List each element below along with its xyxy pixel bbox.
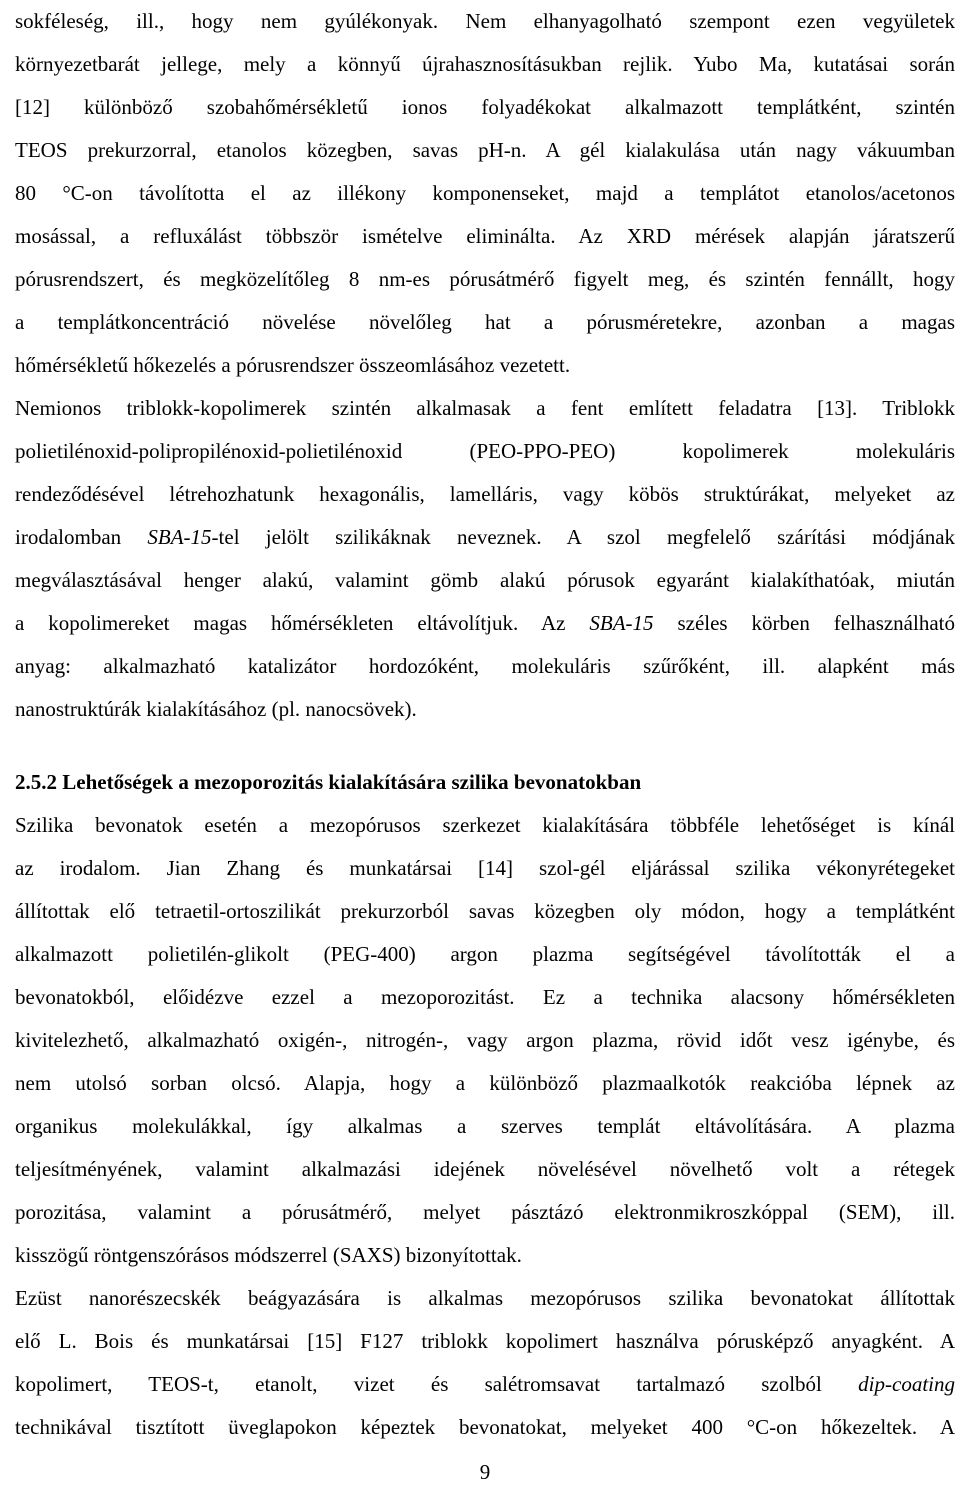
text-line: 80 °C-on távolította el az illékony komponenseket, majd a templátot etanolos/acetonos <box>15 181 955 205</box>
text-line: állítottak elő tetraetil-ortoszilikát prekurzorból savas közegben oly módon, hogy a templátként <box>15 899 955 923</box>
page-number: 9 <box>479 1460 491 1484</box>
text-line: kisszögű röntgenszórásos módszerrel (SAXS) bizonyítottak. <box>15 1243 522 1267</box>
text-line: nanostruktúrák kialakításához (pl. nanocsövek). <box>15 697 417 721</box>
text-line <box>15 516 955 559</box>
text-line: hőmérsékletű hőkezelés a pórusrendszer összeomlásához vezetett. <box>15 353 571 377</box>
italic-term: SBA-15 <box>147 525 212 549</box>
text-line: organikus molekulákkal, így alkalmas a szerves templát eltávolítására. A plazma <box>15 1114 955 1138</box>
text-line: kivitelezhető, alkalmazható oxigén-, nitrogén-, vagy argon plazma, rövid időt vesz igénybe, és <box>15 1028 955 1052</box>
text-run: -tel jelölt szilikáknak neveznek. A szol megfelelő szárítási módjának <box>211 525 955 549</box>
paragraph-silica-coatings <box>15 804 955 1277</box>
text-line: megválasztásával henger alakú, valamint gömb alakú pórusok egyaránt kialakíthatóak, miután <box>15 568 955 592</box>
text-line: pórusrendszert, és megközelítőleg 8 nm-es pórusátmérő figyelt meg, és szintén fennállt, hogy <box>15 267 955 291</box>
text-line: Nemionos triblokk-kopolimerek szintén alkalmasak a fent említett feladatra [13]. Triblokk <box>15 396 955 420</box>
text-line: alkalmazott polietilén-glikolt (PEG-400) argon plazma segítségével távolították el a <box>15 942 955 966</box>
paragraph-triblock-copolymers <box>15 387 955 731</box>
text-line: sokféleség, ill., hogy nem gyúlékonyak. Nem elhanyagolható szempont ezen vegyületek <box>15 9 955 33</box>
text-line: rendeződésével létrehozhatunk hexagonális, lamelláris, vagy köbös struktúrákat, melyeket az <box>15 482 955 506</box>
text-line: a templátkoncentráció növelése növelőleg hat a pórusméretekre, azonban a magas <box>15 310 955 334</box>
text-line: polietilénoxid-polipropilénoxid-polietilénoxid (PEO-PPO-PEO) kopolimerek molekuláris <box>15 439 955 463</box>
text-line: teljesítményének, valamint alkalmazási idejének növelésével növelhető volt a rétegek <box>15 1157 955 1181</box>
document-page <box>15 0 955 1449</box>
text-line: környezetbarát jellege, mely a könnyű újrahasznosításukban rejlik. Yubo Ma, kutatásai során <box>15 52 955 76</box>
text-line: anyag: alkalmazható katalizátor hordozóként, molekuláris szűrőként, ill. alapként más <box>15 654 955 678</box>
text-line <box>15 602 955 645</box>
text-line: Szilika bevonatok esetén a mezopórusos szerkezet kialakítására többféle lehetőséget is kínál <box>15 813 955 837</box>
text-run: kopolimert, TEOS-t, etanolt, vizet és salétromsavat tartalmazó szolból <box>15 1372 859 1396</box>
text-line: mosással, a refluxálást többször ismételve eliminálta. Az XRD mérések alapján járatszerű <box>15 224 955 248</box>
text-run: a kopolimereket magas hőmérsékleten eltávolítjuk. Az <box>15 611 590 635</box>
text-line: [12] különböző szobahőmérsékletű ionos folyadékokat alkalmazott templátként, szintén <box>15 95 955 119</box>
paragraph-silver-nanoparticles <box>15 1277 955 1449</box>
text-line: technikával tisztított üveglapokon képeztek bevonatokat, melyeket 400 °C-on hőkezeltek. A <box>15 1415 955 1439</box>
text-line: az irodalom. Jian Zhang és munkatársai [14] szol-gél eljárással szilika vékonyrétegeket <box>15 856 955 880</box>
text-run: széles körben felhasználható <box>677 611 955 635</box>
text-line: TEOS prekurzorral, etanolos közegben, savas pH-n. A gél kialakulása után nagy vákuumban <box>15 138 955 162</box>
text-line: elő L. Bois és munkatársai [15] F127 triblokk kopolimert használva pórusképző anyagként. A <box>15 1329 955 1353</box>
text-line: nem utolsó sorban olcsó. Alapja, hogy a különböző plazmaalkotók reakcióba lépnek az <box>15 1071 955 1095</box>
italic-term: dip-coating <box>858 1372 955 1396</box>
text-run: irodalomban <box>15 525 148 549</box>
text-line: Ezüst nanorészecskék beágyazására is alkalmas mezopórusos szilika bevonatokat állítottak <box>15 1286 955 1310</box>
text-line: porozitása, valamint a pórusátmérő, melyet pásztázó elektronmikroszkóppal (SEM), ill. <box>15 1200 955 1224</box>
text-line: bevonatokból, előidézve ezzel a mezoporozitást. Ez a technika alacsony hőmérsékleten <box>15 985 955 1009</box>
text-line <box>15 1363 955 1406</box>
section-heading: 2.5.2 Lehetőségek a mezoporozitás kialakítására szilika bevonatokban <box>15 770 642 794</box>
italic-term: SBA-15 <box>589 611 654 635</box>
paragraph-ionic-liquids <box>15 0 955 387</box>
